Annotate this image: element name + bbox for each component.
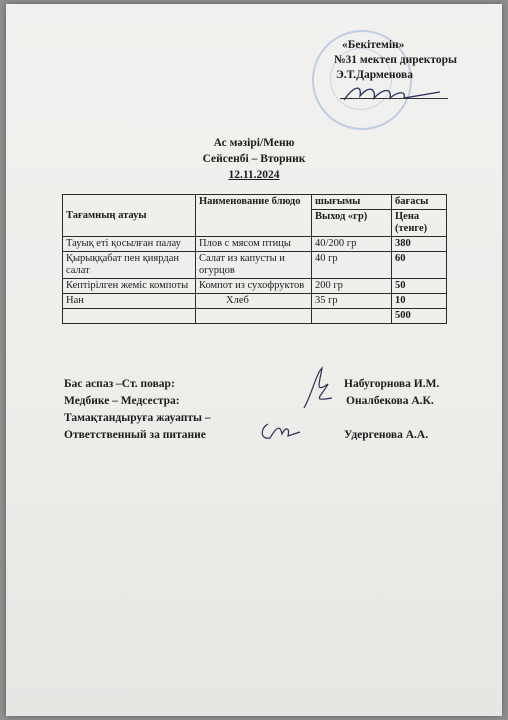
header-price-ru: Цена (тенге) <box>392 210 447 237</box>
document-sheet <box>6 4 502 716</box>
header-dish-ru: Наименование блюдо <box>196 195 312 237</box>
nurse-name: Оналбекова А.К. <box>346 395 434 407</box>
cell-price: 60 <box>392 252 447 279</box>
header-weight-ru: Выход «гр) <box>312 210 392 237</box>
approval-director-name: Э.Т.Дарменова <box>336 69 413 81</box>
cell-dish-kz: Тауық еті қосылған палау <box>63 237 196 252</box>
menu-title: Ас мәзірі/Меню <box>213 137 295 149</box>
cell-dish-ru: Компот из сухофруктов <box>196 279 312 294</box>
responsible-role-kz: Тамақтандыруға жауапты – <box>64 412 211 424</box>
footer-row-responsible-kz <box>64 410 464 427</box>
cell-dish-ru: Салат из капусты и огурцов <box>196 252 312 279</box>
director-signature <box>340 82 450 106</box>
cell-dish-kz: Қырыққабат пен қиярдан салат <box>63 252 196 279</box>
table-row <box>63 279 447 294</box>
header-weight-kz: шығымы <box>312 195 392 210</box>
cell-weight: 40/200 гр <box>312 237 392 252</box>
header-price-kz: бағасы <box>392 195 447 210</box>
cell-weight: 200 гр <box>312 279 392 294</box>
responsible-name: Удергенова А.А. <box>344 429 429 441</box>
approval-title: «Бекітемін» <box>342 39 405 51</box>
director-signature-line <box>340 98 448 99</box>
responsible-role-ru: Ответственный за питание <box>64 429 206 441</box>
cook-name: Набугорнова И.М. <box>344 378 440 390</box>
cell-dish-ru: Плов с мясом птицы <box>196 237 312 252</box>
menu-date <box>0 169 508 181</box>
menu-day: Сейсенбі – Вторник <box>202 153 306 165</box>
cell-price: 10 <box>392 294 447 309</box>
cell-weight: 40 гр <box>312 252 392 279</box>
approval-position: №31 мектеп директоры <box>334 54 457 66</box>
footer-row-responsible-ru <box>64 427 464 444</box>
total-empty-3 <box>312 309 392 324</box>
nurse-role: Медбике – Медсестра: <box>64 395 180 407</box>
footer-row-nurse <box>64 393 464 410</box>
table-row <box>63 252 447 279</box>
cell-weight: 35 гр <box>312 294 392 309</box>
cell-total: 500 <box>392 309 447 324</box>
menu-table <box>62 194 447 324</box>
table-row <box>63 237 447 252</box>
cell-price: 50 <box>392 279 447 294</box>
table-row <box>63 294 447 309</box>
cell-dish-kz: Кептірілген жеміс компоты <box>63 279 196 294</box>
footer-row-cook <box>64 376 464 393</box>
cell-dish-kz: Нан <box>63 294 196 309</box>
header-dish-kz: Тағамның атауы <box>63 195 196 237</box>
signatures-block <box>64 376 464 444</box>
table-total-row <box>63 309 447 324</box>
cook-role: Бас аспаз –Ст. повар: <box>64 378 175 390</box>
total-empty-1 <box>63 309 196 324</box>
total-empty-2 <box>196 309 312 324</box>
table-header-row <box>63 195 447 210</box>
approval-block <box>330 38 490 83</box>
menu-date-text: 12.11.2024 <box>228 169 280 181</box>
cell-price: 380 <box>392 237 447 252</box>
cell-dish-ru: Хлеб <box>196 294 312 309</box>
